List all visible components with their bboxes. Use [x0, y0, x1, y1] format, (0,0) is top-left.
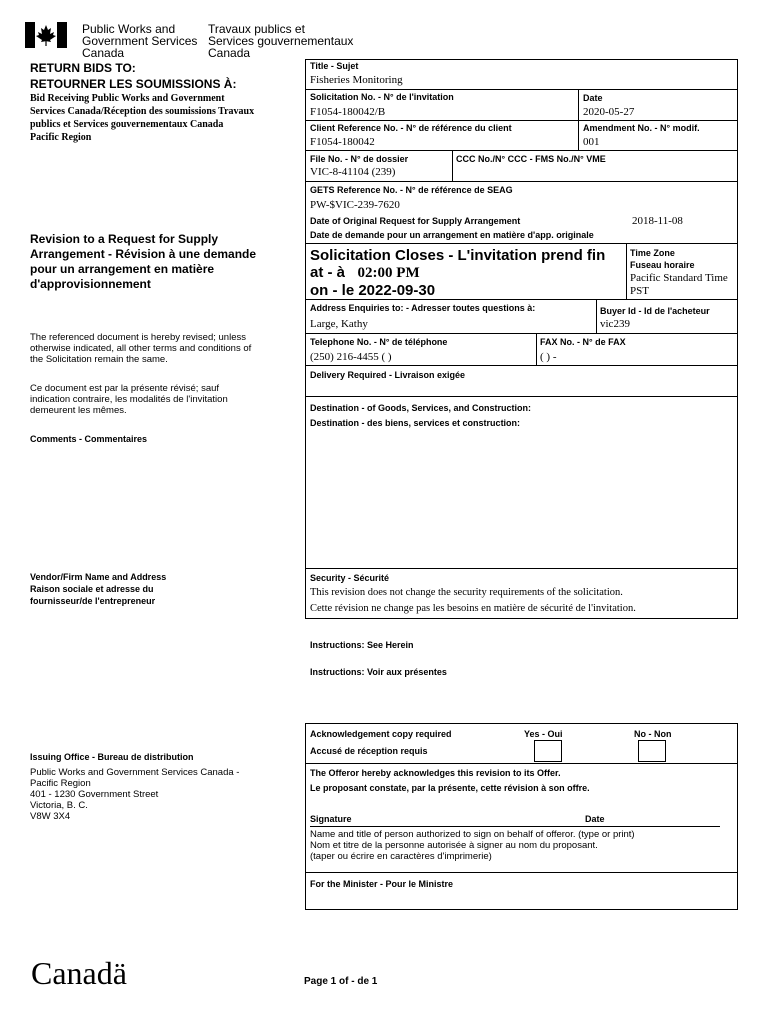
issuing-line: 401 - 1230 Government Street: [30, 789, 159, 800]
address-line: Bid Receiving Public Works and Government: [30, 93, 225, 104]
original-request-date-label: Date of Original Request for Supply Arrangement: [310, 216, 521, 226]
signature-note-line: (taper ou écrire en caractères d'imprimerie): [310, 851, 492, 862]
yes-label: Yes - Oui: [524, 729, 563, 739]
department-name-en-line: Public Works and: [82, 22, 176, 36]
address-line: Services Canada/Réception des soumissions Travaux: [30, 106, 255, 117]
time-zone-label-line: Fuseau horaire: [630, 260, 695, 270]
issuing-line: Pacific Region: [30, 778, 91, 789]
file-number-label: File No. - N° de dossier: [310, 154, 409, 164]
original-request-date-label-fr: Date de demande pour un arrangement en matière d'app. originale: [310, 230, 594, 240]
closes-time-value: 02:00 PM: [357, 265, 420, 281]
revision-note-en: [30, 332, 251, 365]
closes-at-label: at - à: [310, 264, 346, 281]
time-zone-label: [630, 247, 695, 271]
security-text-en: This revision does not change the security requirements of the solicitation.: [310, 587, 623, 598]
issuing-line: V8W 3X4: [30, 811, 71, 822]
department-name-fr-line: Travaux publics et: [208, 22, 305, 36]
signature-note: [310, 829, 635, 862]
document-type-line: pour un arrangement en matière: [30, 262, 215, 276]
security-label: Security - Sécurité: [310, 573, 390, 583]
note-line: demeurent les mêmes.: [30, 405, 127, 416]
instructions-en: Instructions: See Herein: [310, 640, 414, 650]
for-the-minister-label: For the Minister - Pour le Ministre: [310, 879, 454, 889]
enquiries-label: Address Enquiries to: - Adresser toutes questions à:: [310, 303, 536, 313]
file-number-value: VIC-8-41104 (239): [310, 166, 396, 178]
fax-label: FAX No. - N° de FAX: [540, 337, 626, 347]
instructions-fr: Instructions: Voir aux présentes: [310, 667, 447, 677]
acknowledgement-label-fr: Accusé de réception requis: [310, 746, 428, 756]
note-line: otherwise indicated, all other terms and conditions of: [30, 343, 252, 354]
document-type-line: Arrangement - Révision à une demande: [30, 247, 257, 261]
title-label: Title - Sujet: [310, 61, 359, 71]
time-zone-value: [630, 272, 728, 298]
no-checkbox[interactable]: [638, 740, 666, 762]
vendor-label-line: fournisseur/de l'entrepreneur: [30, 596, 156, 606]
vendor-label-line: Vendor/Firm Name and Address: [30, 572, 167, 582]
time-zone-value-line: Pacific Standard Time: [630, 272, 728, 284]
no-label: No - Non: [634, 729, 672, 739]
closes-heading: Solicitation Closes - L'invitation prend fin: [310, 247, 606, 264]
time-zone-label-line: Time Zone: [630, 248, 675, 258]
signature-line[interactable]: [310, 826, 720, 827]
signature-note-line: Nom et titre de la personne autorisée à signer au nom du proposant.: [310, 840, 598, 851]
document-type-line: Revision to a Request for Supply: [30, 232, 219, 246]
closes-date: on - le 2022-09-30: [310, 282, 436, 299]
address-line: Pacific Region: [30, 132, 92, 143]
signature-label: Signature: [310, 814, 352, 824]
client-reference-value: F1054-180042: [310, 136, 375, 148]
document-type-line: d'approvisionnement: [30, 277, 151, 291]
signature-note-line: Name and title of person authorized to sign on behalf of offeror. (type or print): [310, 829, 635, 840]
telephone-value: (250) 216-4455 ( ): [310, 351, 392, 363]
date-value: 2020-05-27: [583, 106, 635, 118]
department-name-en-line: Government Services: [82, 34, 198, 48]
revision-note-fr: [30, 383, 228, 416]
government-flag-logo: [25, 22, 67, 48]
document-type-title: [30, 232, 256, 292]
signature-date-label: Date: [585, 814, 605, 824]
issuing-office-label: Issuing Office - Bureau de distribution: [30, 752, 194, 762]
note-line: Ce document est par la présente révisé; sauf: [30, 383, 220, 394]
enquiries-value: Large, Kathy: [310, 318, 368, 330]
client-reference-label: Client Reference No. - N° de référence du client: [310, 123, 512, 133]
telephone-label: Telephone No. - N° de téléphone: [310, 337, 448, 347]
note-line: The referenced document is hereby revised; unless: [30, 332, 246, 343]
time-zone-value-line: PST: [630, 285, 649, 297]
department-name-en: [82, 23, 197, 59]
department-name-fr-line: Canada: [208, 46, 251, 60]
department-name-fr: [208, 23, 353, 59]
return-bids-line: RETOURNER LES SOUMISSIONS À:: [30, 77, 237, 91]
note-line: the Solicitation remain the same.: [30, 354, 168, 365]
ccc-number-label: CCC No./N° CCC - FMS No./N° VME: [456, 154, 606, 164]
amendment-number-value: 001: [583, 136, 600, 148]
return-bids-line: RETURN BIDS TO:: [30, 61, 136, 75]
destination-label-en: Destination - of Goods, Services, and Construction:: [310, 403, 532, 413]
return-bids-heading: [30, 60, 236, 92]
department-name-en-line: Canada: [82, 46, 125, 60]
gets-reference-value: PW-$VIC-239-7620: [310, 199, 400, 211]
bid-receiving-address: [30, 92, 254, 144]
vendor-label: [30, 571, 166, 607]
security-text-fr: Cette révision ne change pas les besoins en matière de sécurité de l'invitation.: [310, 603, 636, 614]
vendor-label-line: Raison sociale et adresse du: [30, 584, 154, 594]
issuing-line: Victoria, B. C.: [30, 800, 88, 811]
title-value: Fisheries Monitoring: [310, 74, 403, 86]
comments-label: Comments - Commentaires: [30, 434, 148, 444]
offeror-acknowledgement-en: The Offeror hereby acknowledges this revision to its Offer.: [310, 768, 561, 778]
issuing-office-address: [30, 767, 239, 822]
gets-reference-label: GETS Reference No. - N° de référence de SEAG: [310, 185, 513, 195]
solicitation-closes: [310, 247, 605, 299]
buyer-id-value: vic239: [600, 318, 630, 330]
note-line: indication contraire, les modalités de l'invitation: [30, 394, 228, 405]
buyer-id-label: Buyer Id - Id de l'acheteur: [600, 306, 710, 316]
solicitation-number-value: F1054-180042/B: [310, 106, 386, 118]
original-request-date-value: 2018-11-08: [632, 215, 683, 227]
page-number: Page 1 of - de 1: [304, 976, 378, 987]
solicitation-number-label: Solicitation No. - N° de l'invitation: [310, 92, 454, 102]
delivery-required-label: Delivery Required - Livraison exigée: [310, 370, 466, 380]
yes-checkbox[interactable]: [534, 740, 562, 762]
offeror-acknowledgement-fr: Le proposant constate, par la présente, cette révision à son offre.: [310, 783, 590, 793]
amendment-number-label: Amendment No. - N° modif.: [583, 123, 700, 133]
destination-label-fr: Destination - des biens, services et construction:: [310, 418, 521, 428]
fax-value: ( ) -: [540, 351, 557, 363]
canada-wordmark: Canadä: [31, 955, 127, 991]
issuing-line: Public Works and Government Services Canada -: [30, 767, 240, 778]
address-line: publics et Services gouvernementaux Canada: [30, 119, 224, 130]
acknowledgement-label-en: Acknowledgement copy required: [310, 729, 452, 739]
department-name-fr-line: Services gouvernementaux: [208, 34, 354, 48]
date-label: Date: [583, 93, 603, 103]
